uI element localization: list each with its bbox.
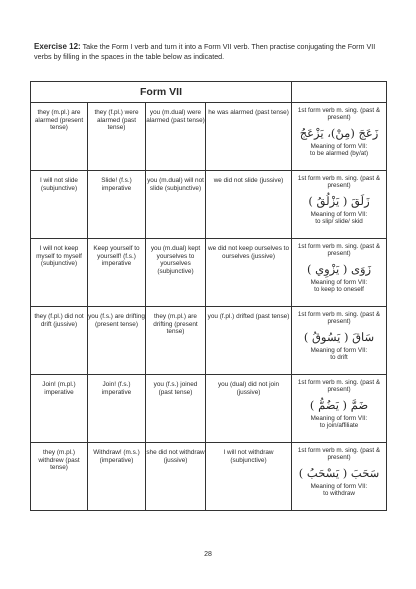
arabic-verb: زَلَقَ ( يَزْلُقُ ) [308,193,370,208]
conjugation-cell: I will not withdraw (subjunctive) [206,443,292,511]
conjugation-cell: you (dual) did not join (jussive) [206,375,292,443]
conjugation-cell: you (f.s.) joined (past tense) [146,375,206,443]
conjugation-cell: you (m.dual) were alarmed (past tense) [146,103,206,171]
verb-info-cell [292,171,387,239]
meaning-text: to join/affiliate [319,422,359,430]
conjugation-cell: I will not slide (subjunctive) [31,171,88,239]
verb-info-title: 1st form verb m. sing. (past & present) [297,175,381,190]
meaning-label: Meaning of form VII: [310,414,368,422]
arabic-verb: سَاقَ ( يَسُوقُ ) [303,329,375,344]
conjugation-cell: Join! (m.pl.) imperative [31,375,88,443]
verb-info-title: 1st form verb m. sing. (past & present) [297,311,381,326]
conjugation-cell: you (m.dual) kept yourselves to yourselves (subjunctive) [146,239,206,307]
verb-info-cell [292,375,387,443]
meaning-text: to drift [330,354,348,362]
conjugation-cell: they (m.pl.) are drifting (present tense) [146,307,206,375]
meaning-label: Meaning of form VII: [310,482,368,490]
verb-info-title: 1st form verb m. sing. (past & present) [297,447,381,462]
exercise-instructions [34,42,386,62]
table-row [31,103,387,171]
conjugation-cell: we did not keep ourselves to ourselves (jussive) [206,239,292,307]
conjugation-cell: Join! (f.s.) imperative [88,375,146,443]
meaning-text: to withdraw [323,490,355,498]
arabic-verb: زَعَجَ (مِنْ)، يَزْعَجُ [299,125,379,140]
conjugation-cell: we did not slide (jussive) [206,171,292,239]
table-row [31,307,387,375]
arabic-verb: سَحَبَ ( يَسْحَبُ ) [298,465,380,480]
arabic-verb: ضَمَّ ( يَضُمُّ ) [309,397,369,412]
conjugation-cell: you (f.pl.) drifted (past tense) [206,307,292,375]
meaning-label: Meaning of form VII: [310,210,368,218]
exercise-label: Exercise 12: [34,42,81,51]
arabic-verb: زَوَى ( يَزْوِي ) [306,261,372,276]
table-row [31,171,387,239]
meaning-text: to be alarmed (by/at) [309,150,369,158]
verb-info-title: 1st form verb m. sing. (past & present) [297,107,381,122]
meaning-label: Meaning of form VII: [310,278,368,286]
conjugation-cell: I will not keep myself to myself (subjunctive) [31,239,88,307]
page-number: 28 [204,551,212,558]
conjugation-cell: they (f.pl.) were alarmed (past tense) [88,103,146,171]
conjugation-cell: she did not withdraw (jussive) [146,443,206,511]
table-row [31,239,387,307]
conjugation-cell: they (m.pl.) are alarmed (present tense) [31,103,88,171]
table-header: Form VII [31,82,292,103]
meaning-label: Meaning of form VII: [310,346,368,354]
verb-info-cell [292,239,387,307]
conjugation-cell: you (f.s.) are drifting (present tense) [88,307,146,375]
meaning-text: to slip/ slide/ skid [315,218,363,226]
conjugation-cell: Slide! (f.s.) imperative [88,171,146,239]
verb-info-cell [292,307,387,375]
conjugation-cell: you (m.dual) will not slide (subjunctive) [146,171,206,239]
conjugation-table [30,81,387,511]
verb-info-cell [292,103,387,171]
table-row [31,375,387,443]
table-row [31,443,387,511]
conjugation-cell: they (m.pl.) withdrew (past tense) [31,443,88,511]
conjugation-cell: Withdraw! (m.s.) (imperative) [88,443,146,511]
meaning-text: to keep to oneself [314,286,364,294]
verb-info-title: 1st form verb m. sing. (past & present) [297,379,381,394]
meaning-label: Meaning of form VII: [310,142,368,150]
conjugation-cell: he was alarmed (past tense) [206,103,292,171]
verb-info-title: 1st form verb m. sing. (past & present) [297,243,381,258]
conjugation-cell: they (f.pl.) did not drift (jussive) [31,307,88,375]
header-blank [292,82,387,103]
verb-info-cell [292,443,387,511]
table-header-row [31,82,387,103]
conjugation-cell: Keep yourself to yourself! (f.s.) imperative [88,239,146,307]
exercise-text: Take the Form I verb and turn it into a Form VII verb. Then practise conjugating the Form VII verbs by filling in the spaces in the table below as indicated. [34,42,376,61]
